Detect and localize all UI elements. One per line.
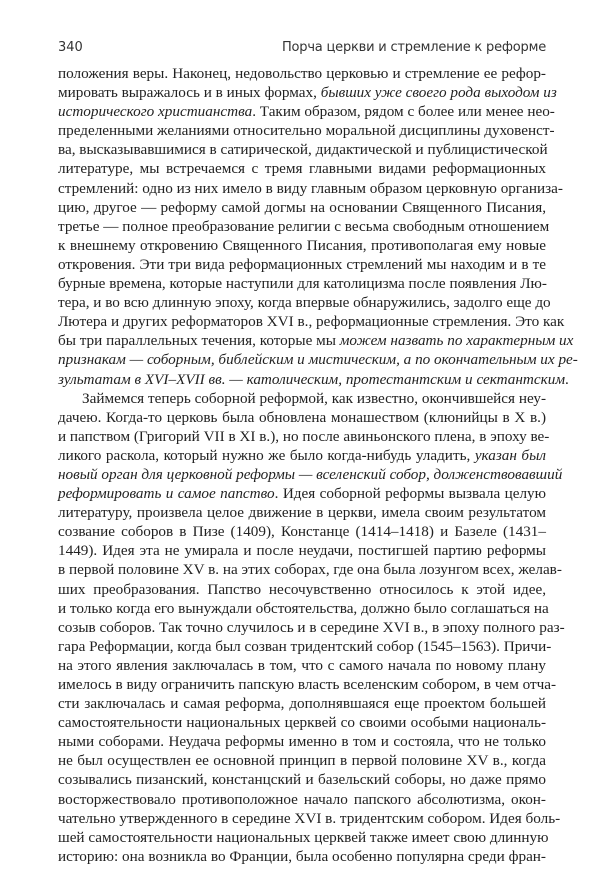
page-number: 340: [58, 40, 83, 55]
text-line: [58, 522, 546, 541]
text-run: бы три параллельных течения, которые мы: [58, 332, 340, 350]
text-line: [58, 255, 546, 274]
italic-text: признакам — соборным, библейским и мистическим, а по окончательным их ре-: [58, 351, 578, 369]
text-line: [58, 599, 549, 618]
text-run: в первой половине XV в. на этих соборах, где она была лозунгом всех, желав-: [58, 561, 562, 579]
text-line: [58, 732, 546, 751]
text-line: [58, 350, 578, 369]
italic-text: зультатам в XVI–XVII вв. — католическим, протестантским и сектантским: [58, 370, 566, 388]
text-line: [58, 389, 546, 408]
text-line: [58, 580, 546, 599]
text-line: [58, 484, 546, 503]
text-run: Лютера и других реформаторов XVI в., реформационные стремления. Это как: [58, 313, 565, 331]
text-run: гара Реформации, когда был созван тридентский собор (1545–1563). Причи-: [58, 637, 552, 655]
text-run: третье — полное преобразование религии с весьма свободным отношением: [58, 217, 550, 235]
text-line: [58, 217, 550, 236]
text-run: стремлений: одно из них имело в виду главным образом церковную организа-: [58, 179, 563, 197]
text-line: [58, 713, 546, 732]
text-run: и только когда его вынуждали обстоятельства, должно было соглашаться на: [58, 599, 549, 617]
italic-text: бывших уже своего рода выходом из: [320, 84, 557, 102]
body-text: [58, 64, 578, 866]
text-run: откровения. Эти три вида реформационных стремлений мы находим и в те: [58, 255, 546, 273]
text-run: 1449). Идея эта не умирала и после неудачи, постигшей партию реформы: [58, 542, 546, 560]
text-run: положения веры. Наконец, недовольство церковью и стремление ее рефор-: [58, 65, 546, 82]
text-run: самостоятельности национальных церквей со своими особыми националь-: [58, 714, 546, 732]
text-line: [58, 828, 549, 847]
text-line: [58, 312, 565, 331]
text-run: ших преобразования. Папство несочувственно относилось к этой идее,: [58, 580, 546, 598]
text-run: литературу, произвела целое движение в церкви, имела своим результатом: [58, 504, 546, 522]
text-run: ными соборами. Неудача реформы именно в том и состояла, что не только: [58, 733, 546, 751]
text-run: дачею. Когда-то церковь была обновлена монашеством (клюнийцы в X в.): [58, 408, 546, 426]
text-run: к внешнему откровению Священного Писания, противополагая ему новые: [58, 236, 546, 254]
italic-text: новый орган для церковной реформы — вселенский собор, долженствовавший: [58, 465, 563, 483]
text-line: [58, 102, 555, 121]
text-run: на этого явления заключалась в том, что с самого начала по новому плану: [58, 656, 546, 674]
text-line: [58, 140, 546, 159]
text-run: ва, высказывавшимися в сатирической, дидактической и публицистической: [58, 141, 548, 159]
text-run: мировать выражалось и в иных формах,: [58, 84, 321, 102]
text-line: [58, 790, 546, 809]
text-run: тера, и во всю длинную эпоху, когда впервые обнаружились, задолго еще до: [58, 294, 551, 312]
text-run: созвание соборов в Пизе (1409), Констанце (1414–1418) и Базеле (1431–: [58, 523, 546, 541]
text-run: и папством (Григорий VII в XI в.), но после авиньонского плена, в эпоху ве-: [58, 427, 550, 445]
text-line: [58, 541, 546, 560]
text-line: [58, 656, 546, 675]
text-line: [58, 675, 557, 694]
text-line: [58, 770, 546, 789]
text-run: пределенными желаниями относительно моральной дисциплины духовенст-: [58, 122, 555, 140]
text-run: имелось в виду ограничить папскую власть вселенским собором, в чем отча-: [58, 676, 557, 693]
text-line: [58, 198, 546, 217]
text-line: [58, 503, 546, 522]
text-run: . Таким образом, рядом с более или менее нео-: [252, 103, 555, 121]
italic-text: можем назвать по характерным их: [339, 332, 574, 350]
italic-text: исторического христианства: [58, 103, 253, 121]
text-run: бурные времена, которые наступили для католицизма после появления Лю-: [58, 275, 547, 293]
text-run: .: [565, 370, 569, 388]
running-title: Порча церкви и стремление к реформе: [281, 40, 546, 55]
text-line: [58, 751, 546, 770]
text-run: сти заключалась и самая реформа, дополнявшаяся еще проектом большей: [58, 695, 546, 713]
text-line: [58, 408, 546, 427]
text-line: [58, 694, 546, 713]
text-run: шей самостоятельности национальных церквей также имеет свою длинную: [58, 828, 549, 846]
text-line: [58, 560, 562, 579]
text-line: [58, 83, 557, 102]
text-line: [58, 370, 569, 389]
text-line: [58, 618, 565, 637]
text-run: не был осуществлен ее основной принцип в первой половине XV в., когда: [58, 752, 546, 770]
text-run: историю: она возникла во Франции, была особенно популярна среди фран-: [58, 847, 546, 865]
text-line: [58, 331, 574, 350]
text-run: восторжествовало противоположное начало папского абсолютизма, окон-: [58, 790, 546, 808]
text-line: [58, 427, 550, 446]
text-line: [58, 179, 563, 198]
text-line: [58, 293, 551, 312]
italic-text: указан был: [474, 446, 546, 464]
text-line: [58, 465, 563, 484]
text-line: [58, 274, 546, 293]
text-run: . Идея соборной реформы вызвала целую: [274, 485, 546, 503]
text-line: [58, 159, 546, 178]
text-line: [58, 64, 546, 83]
text-line: [58, 809, 561, 828]
text-line: [58, 446, 546, 465]
text-line: [58, 637, 552, 656]
text-run: созывались пизанский, констанцский и базельский соборы, но даже прямо: [58, 771, 546, 789]
text-run: созыв соборов. Так точно случилось и в середине XVI в., в эпоху полного раз-: [58, 618, 565, 636]
text-run: цию, другое — реформу самой догмы на основании Священного Писания,: [58, 198, 546, 216]
page-header: [58, 40, 546, 60]
text-line: [58, 847, 546, 866]
text-line: [58, 236, 546, 255]
text-line: [58, 121, 555, 140]
text-run: Займемся теперь соборной реформой, как известно, окончившейся неу-: [82, 389, 546, 407]
text-run: литературе, мы встречаемся с тремя главными видами реформационных: [58, 160, 546, 178]
text-run: ликого раскола, который нужно же было когда-нибудь уладить,: [58, 446, 475, 464]
italic-text: реформировать и самое папство: [58, 485, 275, 503]
text-run: чательно утвержденного в середине XVI в. тридентским собором. Идея боль-: [58, 809, 561, 827]
